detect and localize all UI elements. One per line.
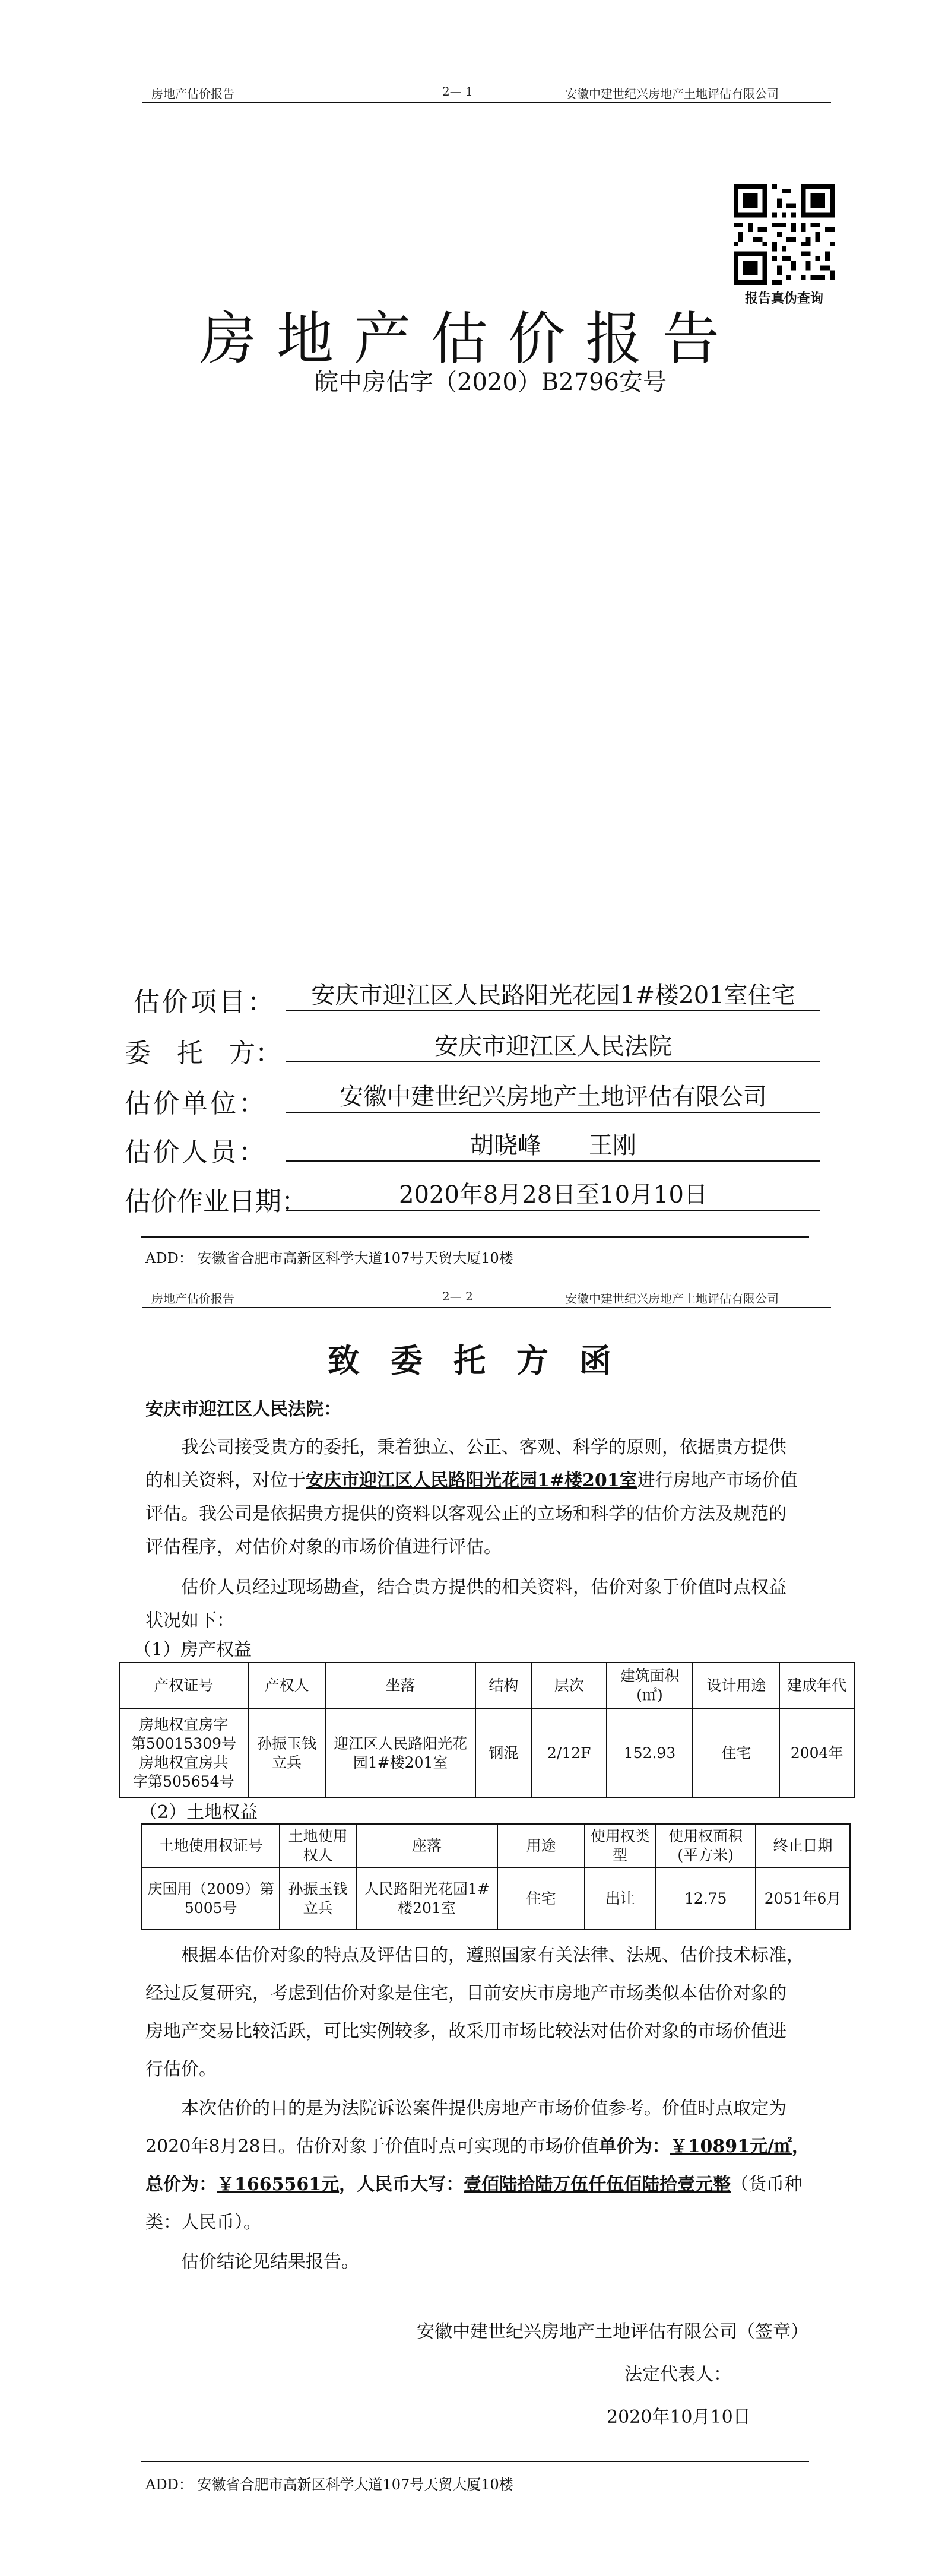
qr-code-icon [734,184,835,285]
letter-para1-line1: 我公司接受贵方的委托，秉着独立、公正、客观、科学的原则，依据贵方提供 [181,1437,786,1458]
unit-price-label: 单价为： [598,2136,670,2157]
info-value-client: 安庆市迎江区人民法院 [286,1032,820,1062]
report-number: 皖中房估字（2020）B2796安号 [315,369,667,396]
letter-para2-line1: 估价人员经过现场勘查，结合贵方提供的相关资料，估价对象于价值时点权益 [181,1577,786,1598]
letter-para3-line4: 行估价。 [145,2059,217,2080]
signature-company: 安徽中建世纪兴房地产土地评估有限公司（签章） [417,2321,808,2342]
house-col-structure: 结构 [475,1663,532,1709]
info-value-appraisers: 胡晓峰 王刚 [286,1131,820,1162]
unit-price-comma: ， [791,2136,810,2157]
house-cell-owner: 孙振玉钱立兵 [248,1709,326,1798]
land-cell-location: 人民路阳光花园1#楼201室 [356,1868,497,1930]
letter-title: 致委托方函 [328,1341,642,1379]
house-cell-year: 2004年 [779,1709,854,1798]
qr-caption: 报告真伪查询 [744,291,823,306]
house-cell-structure: 钢混 [475,1709,532,1798]
house-cert-line: 房地权宜房共 [139,1754,229,1771]
letter-para1-text: 的相关资料，对位于 [145,1470,306,1491]
letter-para1-text-tail: 进行房地产市场价值 [637,1470,798,1491]
signature-date: 2020年10月10日 [607,2407,751,2428]
letter-para4-line1: 本次估价的目的是为法院诉讼案件提供房地产市场价值参考。价值时点取定为 [181,2098,786,2119]
house-col-location: 坐落 [325,1663,475,1709]
info-label-work-date: 估价作业日期： [125,1187,307,1217]
house-cert-line: 房地权宜房字 [139,1716,229,1733]
letter-value-date-text: 2020年8月28日。估价对象于价值时点可实现的市场价值 [145,2136,599,2157]
house-col-year: 建成年代 [779,1663,854,1709]
page1-header-left: 房地产估价报告 [151,87,234,101]
land-col-use: 用途 [497,1824,585,1868]
house-col-cert: 产权证号 [119,1663,248,1709]
land-cell-type: 出让 [585,1868,655,1930]
land-rights-table [141,1823,851,1930]
house-cell-use: 住宅 [693,1709,779,1798]
letter-para4-line3 [145,2169,802,2201]
house-cell-floor: 2/12F [532,1709,607,1798]
house-cert-line: 字第505654号 [133,1773,234,1790]
letter-para5: 估价结论见结果报告。 [181,2251,359,2272]
page1-header-rule [142,102,831,103]
info-value-work-date: 2020年8月28日至10月10日 [286,1180,820,1211]
rmb-caps-label: ，人民币大写： [339,2174,464,2195]
house-rights-table [119,1662,855,1798]
rmb-caps-value: 壹佰陆拾陆万伍仟伍佰陆拾壹元整 [464,2174,731,2195]
house-col-owner: 产权人 [248,1663,326,1709]
info-label-appraisers: 估价人员： [125,1137,267,1168]
house-cert-line: 第50015309号 [131,1735,237,1752]
unit-price-value: ￥10891元/㎡ [670,2136,792,2157]
page2-footer-address: ADD： 安徽省合肥市高新区科学大道107号天贸大厦10楼 [145,2476,513,2493]
total-price-value: ￥1665561元 [217,2174,340,2195]
land-col-area: 使用权面积(平方米) [655,1824,756,1868]
letter-para1-line4: 评估程序，对估价对象的市场价值进行评估。 [145,1537,502,1557]
letter-para3-line2: 经过反复研究，考虑到估价对象是住宅，目前安庆市房地产市场类似本估价对象的 [145,1983,786,2004]
house-cell-cert [119,1709,248,1798]
land-col-end: 终止日期 [756,1824,850,1868]
house-col-use: 设计用途 [693,1663,779,1709]
section-land-rights: （2）土地权益 [139,1802,258,1823]
house-cell-area: 152.93 [607,1709,693,1798]
page1-footer-address: ADD： 安徽省合肥市高新区科学大道107号天贸大厦10楼 [145,1250,513,1267]
page1-header-right: 安徽中建世纪兴房地产土地评估有限公司 [565,87,779,101]
land-cell-owner: 孙振玉钱立兵 [280,1868,356,1930]
land-col-owner: 土地使用权人 [280,1824,356,1868]
page2-footer-rule [141,2461,809,2462]
info-value-appraiser-unit: 安徽中建世纪兴房地产土地评估有限公司 [286,1082,820,1113]
house-col-floor: 层次 [532,1663,607,1709]
land-cell-area: 12.75 [655,1868,756,1930]
land-col-location: 座落 [356,1824,497,1868]
letter-para4-line2 [145,2131,810,2163]
letter-salutation: 安庆市迎江区人民法院： [145,1399,341,1420]
letter-para3-line1: 根据本估价对象的特点及评估目的，遵照国家有关法律、法规、估价技术标准， [181,1945,804,1966]
page2-header-page: 2— 2 [442,1289,473,1303]
page1-header-page: 2— 1 [442,84,473,99]
letter-para1-line2 [145,1465,798,1497]
page2-header-rule [142,1307,831,1308]
house-cell-location: 迎江区人民路阳光花园1#楼201室 [325,1709,475,1798]
info-value-project: 安庆市迎江区人民路阳光花园1#楼201室住宅 [286,981,820,1011]
letter-para4-line4: 类：人民币）。 [145,2212,261,2233]
info-label-project: 估价项目： [134,987,276,1017]
land-cell-cert: 庆国用（2009）第5005号 [142,1868,280,1930]
letter-para3-line3: 房地产交易比较活跃，可比实例较多，故采用市场比较法对估价对象的市场价值进 [145,2021,786,2042]
currency-note: （货币种 [731,2174,803,2195]
land-col-type: 使用权类型 [585,1824,655,1868]
house-col-area: 建筑面积(㎡) [607,1663,693,1709]
page2-header-left: 房地产估价报告 [151,1292,234,1306]
land-col-cert: 土地使用权证号 [142,1824,280,1868]
qr-code[interactable] [734,184,835,285]
page2-header-right: 安徽中建世纪兴房地产土地评估有限公司 [565,1292,779,1306]
page1-footer-rule [141,1236,809,1238]
report-title: 房地产估价报告 [199,306,740,372]
land-cell-use: 住宅 [497,1868,585,1930]
land-cell-end: 2051年6月 [756,1868,850,1930]
letter-para1-line3: 评估。我公司是依据贵方提供的资料以客观公正的立场和科学的估价方法及规范的 [145,1503,786,1524]
info-label-appraiser-unit: 估价单位： [125,1089,267,1119]
info-label-client: 委 托 方： [125,1038,281,1068]
letter-property-address: 安庆市迎江区人民路阳光花园1#楼201室 [306,1470,637,1491]
signature-representative: 法定代表人： [624,2364,731,2385]
total-price-label: 总价为： [145,2174,217,2195]
section-house-rights: （1）房产权益 [134,1639,252,1660]
letter-para2-line2: 状况如下： [145,1610,234,1631]
